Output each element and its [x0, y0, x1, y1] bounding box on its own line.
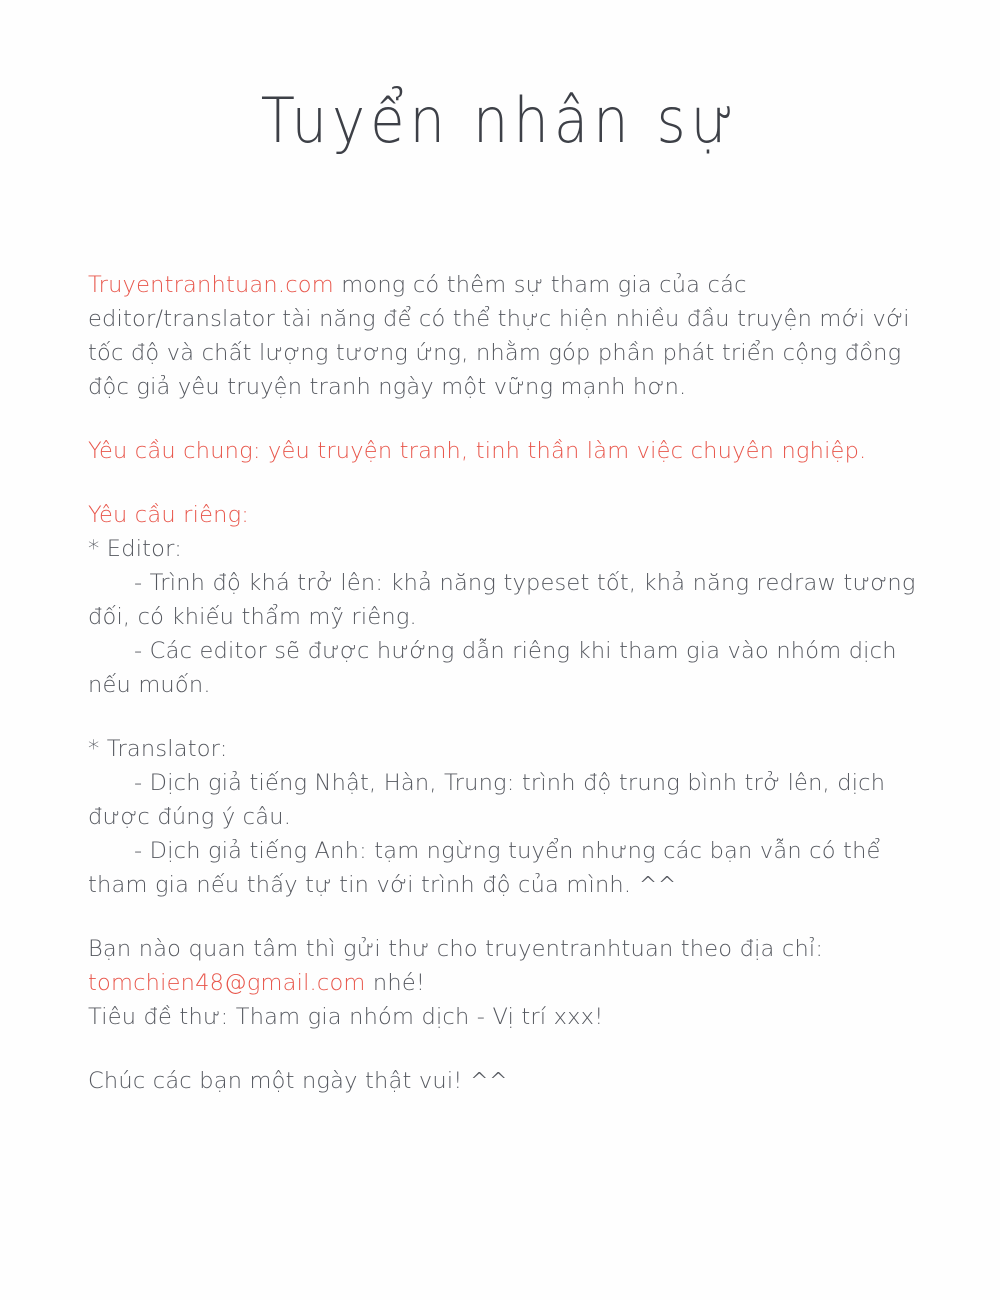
specific-requirements-heading: Yêu cầu riêng: [88, 502, 250, 528]
intro-text: mong có thêm sự tham gia của các editor/translator tài năng để có thể thực hiện nhiều đầu truyện mới với tốc độ và chất lượng tương ứng, nhằm góp phần phát triển cộng đồng độc giả yêu truyện tranh ngày một vững mạnh hơn. [88, 272, 910, 400]
contact-subject-line: Tiêu đề thư: Tham gia nhóm dịch - Vị trí xxx! [88, 1004, 604, 1030]
contact-email-suffix: nhé! [365, 970, 426, 996]
editor-bullet-2-text: - Các editor sẽ được hướng dẫn riêng khi tham gia vào nhóm dịch nếu muốn. [88, 638, 897, 698]
translator-bullet-1 [88, 766, 928, 834]
closing-line: Chúc các bạn một ngày thật vui! ^^ [88, 1068, 508, 1094]
contact-email[interactable]: tomchien48@gmail.com [88, 970, 366, 996]
document-body [88, 268, 928, 1098]
page-title: Tuyển nhân sự [260, 84, 740, 158]
page-title-container [0, 84, 1000, 158]
contact-email-line [88, 966, 928, 1000]
spacer [88, 902, 928, 932]
translator-label: * Translator: [88, 736, 228, 762]
contact-intro: Bạn nào quan tâm thì gửi thư cho truyentranhtuan theo địa chỉ: [88, 936, 824, 962]
intro-paragraph [88, 268, 928, 404]
spacer [88, 404, 928, 434]
spacer [88, 468, 928, 498]
spacer [88, 1034, 928, 1064]
editor-label: * Editor: [88, 536, 182, 562]
translator-bullet-2 [88, 834, 928, 902]
translator-bullet-2-text: - Dịch giả tiếng Anh: tạm ngừng tuyển nhưng các bạn vẫn có thể tham gia nếu thấy tự tin với trình độ của mình. ^^ [88, 838, 881, 898]
translator-bullet-1-text: - Dịch giả tiếng Nhật, Hàn, Trung: trình độ trung bình trở lên, dịch được đúng ý câu. [88, 770, 886, 830]
editor-bullet-1-text: - Trình độ khá trở lên: khả năng typeset tốt, khả năng redraw tương đối, có khiếu thẩm mỹ riêng. [88, 570, 916, 630]
general-requirement: Yêu cầu chung: yêu truyện tranh, tinh thần làm việc chuyên nghiệp. [88, 438, 867, 464]
spacer [88, 702, 928, 732]
editor-bullet-2 [88, 634, 928, 702]
editor-bullet-1 [88, 566, 928, 634]
site-link[interactable]: Truyentranhtuan.com [88, 272, 334, 298]
